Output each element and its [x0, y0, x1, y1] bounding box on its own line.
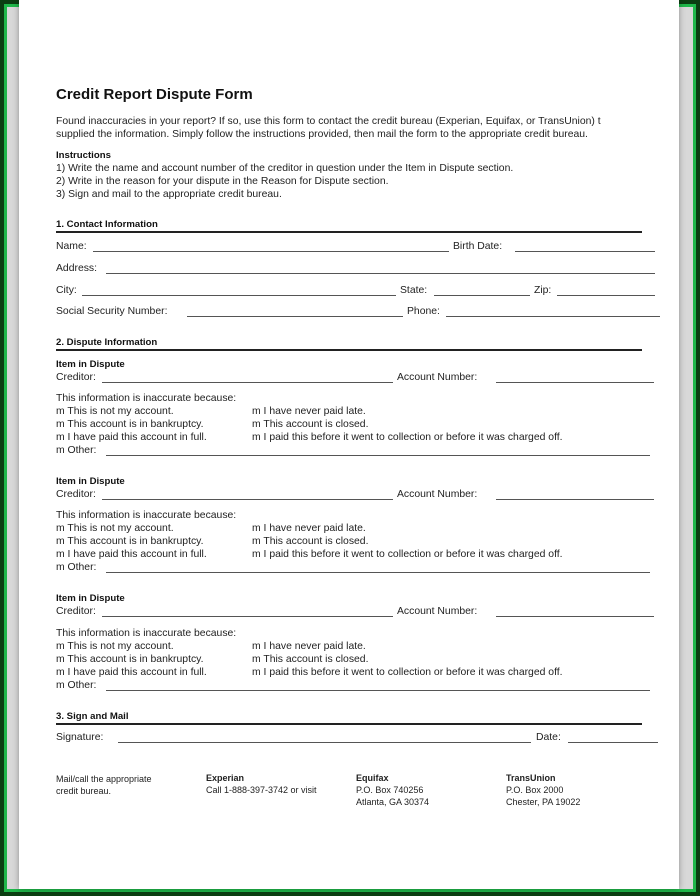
page-title: Credit Report Dispute Form — [56, 86, 253, 103]
footer-experian — [206, 772, 317, 796]
reason-option[interactable]: m This account is in bankruptcy. — [56, 536, 204, 547]
transunion-line1: P.O. Box 2000 — [506, 785, 564, 795]
date-label: Date: — [536, 732, 561, 743]
zip-label: Zip: — [534, 285, 552, 296]
footer-mail-line1: Mail/call the appropriate — [56, 774, 152, 784]
instruction-item: 2) Write in the reason for your dispute in the Reason for Dispute section. — [56, 176, 389, 187]
transunion-name: TransUnion — [506, 773, 556, 783]
birth-date-label: Birth Date: — [453, 241, 503, 252]
instruction-item: 1) Write the name and account number of the creditor in question under the Item in Dispute section. — [56, 163, 514, 174]
reason-option[interactable]: m I have never paid late. — [252, 523, 366, 534]
other-field[interactable] — [106, 572, 650, 573]
other-field[interactable] — [106, 690, 650, 691]
reason-option[interactable]: m I have paid this account in full. — [56, 667, 207, 678]
experian-line1: Call 1-888-397-3742 or visit — [206, 785, 317, 795]
item-in-dispute-title: Item in Dispute — [56, 593, 125, 604]
state-label: State: — [400, 285, 428, 296]
other-field[interactable] — [106, 455, 650, 456]
account-number-field[interactable] — [496, 499, 654, 500]
creditor-field[interactable] — [102, 499, 393, 500]
city-label: City: — [56, 285, 77, 296]
section-heading-sign: 3. Sign and Mail — [56, 711, 129, 722]
phone-field[interactable] — [446, 316, 660, 317]
reason-option[interactable]: m This account is closed. — [252, 536, 369, 547]
reason-option[interactable]: m This account is in bankruptcy. — [56, 654, 204, 665]
document-page — [19, 0, 679, 889]
date-field[interactable] — [568, 742, 658, 743]
instruction-item: 3) Sign and mail to the appropriate credit bureau. — [56, 189, 282, 200]
creditor-field[interactable] — [102, 616, 393, 617]
experian-name: Experian — [206, 773, 245, 783]
section-rule — [56, 349, 642, 351]
inaccurate-label: This information is inaccurate because: — [56, 510, 237, 521]
footer-equifax — [356, 772, 429, 808]
reason-option[interactable]: m This account is in bankruptcy. — [56, 419, 204, 430]
other-label[interactable]: m Other: — [56, 445, 97, 456]
item-in-dispute-title: Item in Dispute — [56, 359, 125, 370]
inaccurate-label: This information is inaccurate because: — [56, 628, 237, 639]
birth-date-field[interactable] — [515, 251, 655, 252]
reason-option[interactable]: m This is not my account. — [56, 406, 174, 417]
creditor-field[interactable] — [102, 382, 393, 383]
intro-text-line2: supplied the information. Simply follow the instructions provided, then mail the form to the appropriate credit bureau. — [56, 129, 588, 140]
footer-transunion — [506, 772, 580, 808]
instructions-heading: Instructions — [56, 150, 111, 161]
reason-option[interactable]: m This is not my account. — [56, 641, 174, 652]
section-heading-contact: 1. Contact Information — [56, 219, 158, 230]
inaccurate-label: This information is inaccurate because: — [56, 393, 237, 404]
reason-option[interactable]: m I paid this before it went to collection or before it was charged off. — [252, 432, 563, 443]
item-in-dispute-title: Item in Dispute — [56, 476, 125, 487]
ssn-field[interactable] — [187, 316, 403, 317]
intro-text-line1: Found inaccuracies in your report? If so, use this form to contact the credit bureau (Experian, Equifax, or TransUnion) t — [56, 116, 601, 127]
zip-field[interactable] — [557, 295, 655, 296]
reason-option[interactable]: m I have never paid late. — [252, 406, 366, 417]
section-rule — [56, 231, 642, 233]
name-label: Name: — [56, 241, 87, 252]
footer-mail-note — [56, 773, 152, 797]
equifax-name: Equifax — [356, 773, 389, 783]
ssn-label: Social Security Number: — [56, 306, 168, 317]
equifax-line1: P.O. Box 740256 — [356, 785, 424, 795]
creditor-label: Creditor: — [56, 606, 96, 617]
reason-option[interactable]: m I paid this before it went to collection or before it was charged off. — [252, 549, 563, 560]
account-number-label: Account Number: — [397, 606, 478, 617]
section-heading-dispute: 2. Dispute Information — [56, 337, 158, 348]
phone-label: Phone: — [407, 306, 440, 317]
creditor-label: Creditor: — [56, 489, 96, 500]
address-label: Address: — [56, 263, 98, 274]
signature-label: Signature: — [56, 732, 104, 743]
equifax-line2: Atlanta, GA 30374 — [356, 797, 430, 807]
state-field[interactable] — [434, 295, 530, 296]
reason-option[interactable]: m I have never paid late. — [252, 641, 366, 652]
transunion-line2: Chester, PA 19022 — [506, 797, 581, 807]
reason-option[interactable]: m This is not my account. — [56, 523, 174, 534]
creditor-label: Creditor: — [56, 372, 96, 383]
section-rule — [56, 723, 642, 725]
city-field[interactable] — [82, 295, 396, 296]
reason-option[interactable]: m This account is closed. — [252, 654, 369, 665]
signature-field[interactable] — [118, 742, 531, 743]
account-number-label: Account Number: — [397, 489, 478, 500]
account-number-field[interactable] — [496, 382, 654, 383]
name-field[interactable] — [93, 251, 449, 252]
reason-option[interactable]: m I have paid this account in full. — [56, 549, 207, 560]
reason-option[interactable]: m This account is closed. — [252, 419, 369, 430]
other-label[interactable]: m Other: — [56, 562, 97, 573]
reason-option[interactable]: m I have paid this account in full. — [56, 432, 207, 443]
account-number-label: Account Number: — [397, 372, 478, 383]
account-number-field[interactable] — [496, 616, 654, 617]
other-label[interactable]: m Other: — [56, 680, 97, 691]
address-field[interactable] — [106, 273, 655, 274]
reason-option[interactable]: m I paid this before it went to collection or before it was charged off. — [252, 667, 563, 678]
footer-mail-line2: credit bureau. — [56, 786, 112, 796]
